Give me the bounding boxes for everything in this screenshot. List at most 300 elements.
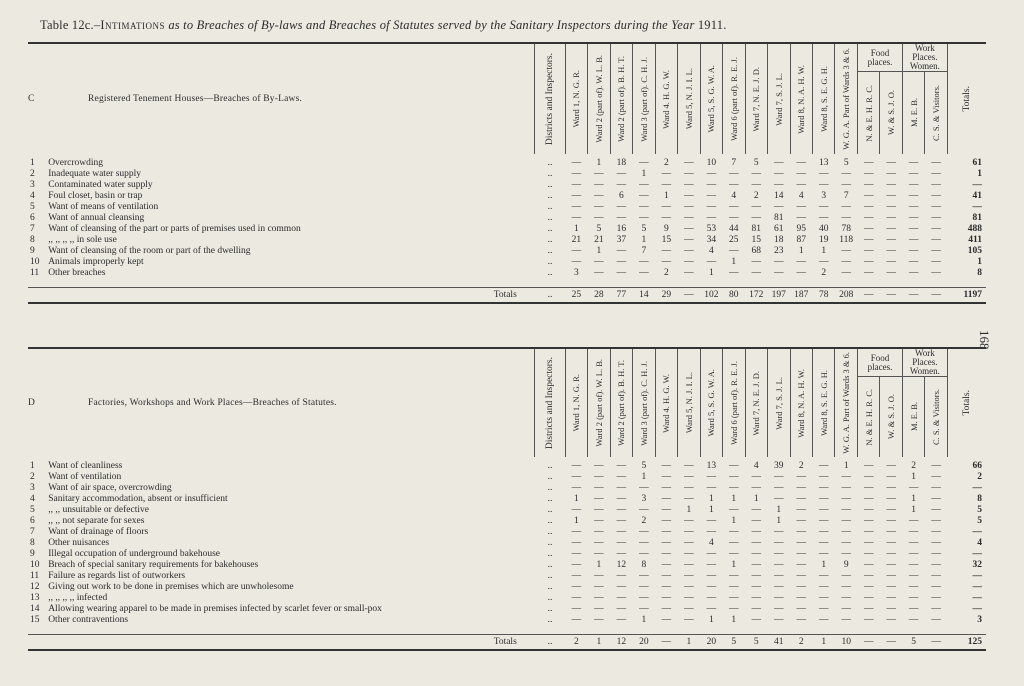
value-cell: — — [886, 169, 896, 179]
value-cell: 39 — [774, 461, 784, 471]
value-cell: — — [931, 538, 941, 548]
value-cell: 14 — [774, 191, 784, 201]
value-cell: — — [774, 158, 784, 168]
row-total: — — [972, 549, 982, 559]
value-cell: — — [841, 615, 851, 625]
value-cell: — — [818, 582, 829, 592]
table-title — [40, 18, 990, 33]
value-cell: — — [684, 191, 694, 201]
value-cell: 1 — [574, 224, 579, 234]
section-heading: Factories, Workshops and Work Places—Breaches of Statutes. — [88, 398, 337, 408]
value-cell: — — [886, 527, 896, 537]
value-cell: — — [639, 483, 649, 493]
value-cell: 3 — [821, 191, 827, 201]
value-cell: — — [886, 461, 896, 471]
ward-header: W. G. A. Part of Wards 3 & 6. — [841, 48, 852, 150]
value-cell: 3 — [641, 494, 647, 504]
row-total: 2 — [977, 472, 982, 482]
value-cell: 7 — [641, 246, 647, 256]
value-cell: 25 — [729, 235, 739, 245]
value-cell: — — [796, 169, 806, 179]
value-cell: 1 — [821, 246, 827, 256]
row-total: — — [972, 604, 982, 614]
value-cell: — — [571, 571, 582, 581]
value-cell: 18 — [774, 235, 784, 245]
value-cell: — — [684, 483, 694, 493]
value-cell: — — [706, 549, 717, 559]
value-cell: — — [931, 582, 941, 592]
ward-header: Ward 7, N. E. J. D. — [751, 370, 762, 436]
value-cell: — — [908, 191, 919, 201]
value-cell: — — [818, 549, 829, 559]
districts-cell: .. — [547, 257, 553, 267]
value-cell: — — [661, 527, 672, 537]
value-cell: — — [774, 582, 784, 592]
value-cell: — — [661, 202, 672, 212]
value-cell: — — [706, 169, 717, 179]
value-cell: — — [661, 549, 672, 559]
value-cell: — — [931, 246, 941, 256]
value-cell: — — [931, 268, 941, 278]
row-label: Want of means of ventilation — [48, 202, 159, 212]
value-cell: — — [818, 461, 829, 471]
row-label: Want of ventilation — [48, 472, 122, 482]
value-cell: — — [774, 615, 784, 625]
row-number: 1 — [30, 461, 35, 471]
value-cell: — — [751, 213, 762, 223]
table-row — [28, 472, 986, 483]
value-cell: — — [661, 483, 672, 493]
value-cell: — — [594, 213, 604, 223]
value-cell: — — [818, 494, 829, 504]
value-cell: — — [931, 483, 941, 493]
value-cell: — — [616, 593, 627, 603]
total-cell: — — [902, 288, 924, 303]
ward-header: W. G. A. Part of Wards 3 & 6. — [841, 352, 852, 454]
ward-header: Ward 3 (part of). C. H. J. — [638, 56, 649, 142]
row-number: 4 — [30, 494, 35, 504]
value-cell: — — [796, 615, 806, 625]
value-cell: — — [908, 257, 919, 267]
row-label: ,, ,, ,, ,, infected — [48, 593, 108, 603]
section-d-table — [28, 347, 986, 651]
value-cell: — — [796, 158, 806, 168]
value-cell: — — [594, 483, 604, 493]
total-cell: 25 — [565, 288, 587, 303]
value-cell: — — [908, 483, 919, 493]
value-cell: — — [706, 527, 717, 537]
value-cell: — — [661, 538, 672, 548]
section-letter: C — [28, 94, 35, 104]
row-number: 10 — [30, 257, 40, 267]
value-cell: 61 — [774, 224, 784, 234]
value-cell: — — [571, 483, 582, 493]
value-cell: — — [818, 505, 829, 515]
value-cell: — — [639, 582, 649, 592]
value-cell: — — [571, 191, 582, 201]
value-cell: — — [863, 224, 874, 234]
value-cell: — — [931, 615, 941, 625]
total-cell: 77 — [610, 288, 632, 303]
value-cell: 1 — [731, 494, 737, 504]
value-cell: — — [594, 268, 604, 278]
value-cell: — — [796, 483, 806, 493]
value-cell: — — [863, 472, 874, 482]
value-cell: 2 — [641, 516, 647, 526]
value-cell: — — [818, 169, 829, 179]
value-cell: 21 — [571, 235, 582, 245]
value-cell: — — [886, 505, 896, 515]
value-cell: 81 — [751, 224, 762, 234]
value-cell: — — [594, 615, 604, 625]
value-cell: — — [639, 202, 649, 212]
value-cell: — — [863, 538, 874, 548]
value-cell: 1 — [798, 246, 804, 256]
row-number: 9 — [30, 549, 35, 559]
value-cell: — — [684, 516, 694, 526]
ward-header: Ward 8, N. A. H. W. — [796, 64, 807, 134]
value-cell: 5 — [753, 158, 759, 168]
value-cell: — — [729, 461, 739, 471]
ward-header: Ward 2 (part of). W. L. B. — [593, 359, 604, 447]
value-cell: — — [931, 158, 941, 168]
row-total: 1 — [977, 257, 982, 267]
total-cell: 5 — [723, 635, 745, 650]
value-cell: — — [751, 257, 762, 267]
value-cell: — — [796, 472, 806, 482]
value-cell: — — [729, 472, 739, 482]
value-cell: — — [908, 527, 919, 537]
value-cell: — — [908, 169, 919, 179]
value-cell: — — [594, 571, 604, 581]
value-cell: — — [886, 593, 896, 603]
districts-cell: .. — [547, 604, 553, 614]
value-cell: — — [616, 246, 627, 256]
ward-header: Ward 1, N. G. R. — [571, 374, 582, 432]
value-cell: — — [841, 483, 851, 493]
totals-row: Totals .. 2 1 12 20 — 1 20 5 5 41 2 1 10 — — 5 — 125 — [28, 635, 986, 650]
value-cell: — — [818, 180, 829, 190]
value-cell: — — [661, 582, 672, 592]
total-cell: 78 — [813, 288, 835, 303]
value-cell: 1 — [708, 615, 714, 625]
row-number: 8 — [30, 235, 35, 245]
table-row — [28, 560, 986, 571]
value-cell: 40 — [818, 224, 829, 234]
value-cell: — — [908, 560, 919, 570]
row-total: 5 — [977, 505, 982, 515]
value-cell: — — [751, 527, 762, 537]
value-cell: — — [616, 472, 627, 482]
ward-header: Ward 4. H. G. W. — [661, 373, 672, 433]
value-cell: 16 — [616, 224, 627, 234]
table-row — [28, 505, 986, 516]
value-cell: — — [639, 549, 649, 559]
value-cell: — — [863, 494, 874, 504]
total-cell: — — [925, 288, 947, 303]
header-row — [28, 349, 986, 377]
value-cell: 1 — [731, 257, 737, 267]
value-cell: — — [594, 549, 604, 559]
value-cell: — — [863, 246, 874, 256]
value-cell: — — [774, 180, 784, 190]
table-row — [28, 615, 986, 626]
value-cell: — — [796, 202, 806, 212]
value-cell: 12 — [616, 560, 627, 570]
value-cell: — — [751, 169, 762, 179]
districts-cell: .. — [547, 483, 553, 493]
value-cell: 1 — [911, 494, 917, 504]
ward-header: Ward 7, S. J. L. — [773, 376, 784, 430]
value-cell: — — [886, 549, 896, 559]
value-cell: — — [886, 538, 896, 548]
row-label: Animals improperly kept — [48, 257, 144, 267]
districts-cell: .. — [547, 213, 553, 223]
value-cell: — — [886, 615, 896, 625]
value-cell: — — [841, 549, 851, 559]
value-cell: — — [729, 180, 739, 190]
value-cell: — — [908, 516, 919, 526]
value-cell: — — [796, 593, 806, 603]
total-cell: 172 — [745, 288, 767, 303]
value-cell: 1 — [708, 494, 714, 504]
value-cell: — — [863, 516, 874, 526]
value-cell: — — [706, 191, 717, 201]
value-cell: — — [571, 593, 582, 603]
value-cell: — — [841, 202, 851, 212]
value-cell: — — [886, 472, 896, 482]
header-row — [28, 44, 986, 72]
value-cell: — — [863, 461, 874, 471]
value-cell: 2 — [663, 268, 669, 278]
row-label: Want of drainage of floors — [48, 527, 149, 537]
value-cell: 1 — [708, 268, 714, 278]
value-cell: 2 — [821, 268, 827, 278]
value-cell: — — [886, 268, 896, 278]
value-cell: 1 — [911, 472, 917, 482]
value-cell: 15 — [661, 235, 672, 245]
value-cell: — — [908, 158, 919, 168]
total-cell: — — [880, 635, 902, 650]
table-row — [28, 582, 986, 593]
districts-cell: .. — [547, 615, 553, 625]
row-total: 66 — [972, 461, 982, 471]
value-cell: — — [751, 472, 762, 482]
value-cell: — — [616, 268, 627, 278]
value-cell: 1 — [911, 505, 917, 515]
value-cell: — — [863, 571, 874, 581]
total-cell: 20 — [700, 635, 722, 650]
value-cell: — — [796, 527, 806, 537]
value-cell: — — [774, 494, 784, 504]
value-cell: — — [886, 202, 896, 212]
value-cell: — — [931, 560, 941, 570]
value-cell: — — [729, 582, 739, 592]
value-cell: — — [729, 527, 739, 537]
value-cell: — — [594, 202, 604, 212]
value-cell: 5 — [596, 224, 602, 234]
value-cell: — — [729, 538, 739, 548]
row-label: ,, ,, ,, ,, in sole use — [48, 235, 117, 245]
value-cell: — — [908, 268, 919, 278]
total-cell: 29 — [655, 288, 677, 303]
value-cell: — — [594, 169, 604, 179]
value-cell: — — [863, 268, 874, 278]
value-cell: 5 — [843, 158, 849, 168]
value-cell: — — [931, 461, 941, 471]
value-cell: — — [594, 494, 604, 504]
value-cell: — — [729, 505, 739, 515]
value-cell: 118 — [839, 235, 854, 245]
row-label: Illegal occupation of underground bakehouse — [48, 549, 221, 559]
table-row — [28, 494, 986, 505]
ward-header: Ward 5, N. J. I. L. — [683, 68, 694, 130]
value-cell: — — [684, 527, 694, 537]
value-cell: — — [863, 604, 874, 614]
row-total: — — [972, 582, 982, 592]
total-cell: — — [880, 288, 902, 303]
row-label: Want of annual cleansing — [48, 213, 145, 223]
value-cell: — — [661, 213, 672, 223]
row-total: 32 — [972, 560, 982, 570]
total-cell: 5 — [745, 635, 767, 650]
value-cell: — — [931, 224, 941, 234]
value-cell: — — [931, 257, 941, 267]
value-cell: — — [684, 461, 694, 471]
value-cell: 1 — [574, 494, 579, 504]
row-label: Giving out work to be done in premises which are unwholesome — [48, 582, 294, 592]
value-cell: — — [908, 549, 919, 559]
value-cell: — — [616, 582, 627, 592]
value-cell: 1 — [686, 505, 692, 515]
ward-header: Ward 5, S. G. W. A. — [706, 65, 717, 133]
total-cell: 12 — [610, 635, 632, 650]
value-cell: — — [886, 158, 896, 168]
value-cell: 1 — [596, 158, 602, 168]
districts-cell: .. — [547, 527, 553, 537]
value-cell: 1 — [663, 191, 669, 201]
value-cell: — — [729, 571, 739, 581]
value-cell: — — [684, 571, 694, 581]
value-cell: — — [684, 158, 694, 168]
value-cell: — — [616, 604, 627, 614]
row-number: 9 — [30, 246, 35, 256]
total-cell: — — [857, 288, 879, 303]
value-cell: — — [818, 472, 829, 482]
value-cell: — — [931, 604, 941, 614]
value-cell: — — [616, 538, 627, 548]
row-number: 2 — [30, 472, 35, 482]
value-cell: 1 — [641, 169, 647, 179]
value-cell: — — [931, 549, 941, 559]
value-cell: — — [684, 593, 694, 603]
total-cell: 187 — [790, 288, 812, 303]
table-row — [28, 571, 986, 582]
work-col-header: C. S. & Visitors. — [931, 84, 942, 141]
value-cell: — — [661, 257, 672, 267]
table-row — [28, 538, 986, 549]
value-cell: — — [706, 483, 717, 493]
value-cell: — — [594, 604, 604, 614]
row-number: 6 — [30, 516, 35, 526]
value-cell: — — [818, 257, 829, 267]
value-cell: 1 — [776, 505, 782, 515]
value-cell: — — [841, 268, 851, 278]
value-cell: — — [729, 268, 739, 278]
value-cell: — — [751, 483, 762, 493]
value-cell: — — [931, 494, 941, 504]
table-row — [28, 257, 986, 268]
value-cell: — — [886, 494, 896, 504]
value-cell: — — [931, 180, 941, 190]
value-cell: — — [729, 202, 739, 212]
districts-cell: .. — [547, 582, 553, 592]
row-total: — — [972, 527, 982, 537]
value-cell: — — [684, 213, 694, 223]
value-cell: — — [931, 235, 941, 245]
value-cell: 4 — [708, 538, 714, 548]
value-cell: 95 — [796, 224, 806, 234]
value-cell: — — [751, 505, 762, 515]
value-cell: — — [571, 560, 582, 570]
value-cell: — — [729, 483, 739, 493]
value-cell: — — [661, 505, 672, 515]
value-cell: — — [863, 505, 874, 515]
section_d-grid — [28, 349, 986, 649]
value-cell: — — [706, 472, 717, 482]
value-cell: — — [639, 593, 649, 603]
value-cell: — — [774, 604, 784, 614]
districts-cell: .. — [547, 516, 553, 526]
table-row — [28, 516, 986, 527]
value-cell: 21 — [594, 235, 604, 245]
row-number: 6 — [30, 213, 35, 223]
value-cell: 2 — [911, 461, 917, 471]
total-cell: — — [857, 635, 879, 650]
districts-cell: .. — [547, 472, 553, 482]
value-cell: — — [684, 235, 694, 245]
totals-row: Totals .. 25 28 77 14 29 — 102 80 172 197 187 78 208 — — — — 1197 — [28, 288, 986, 303]
table-row — [28, 527, 986, 538]
value-cell: 7 — [843, 191, 849, 201]
value-cell: — — [886, 180, 896, 190]
value-cell: — — [706, 571, 717, 581]
table-row — [28, 483, 986, 494]
total-cell: 102 — [700, 288, 722, 303]
value-cell: — — [729, 549, 739, 559]
page-number: 168 — [977, 330, 992, 350]
value-cell: — — [886, 224, 896, 234]
value-cell: — — [751, 615, 762, 625]
row-label: Want of air space, overcrowding — [48, 483, 172, 493]
value-cell: — — [931, 516, 941, 526]
value-cell: — — [571, 582, 582, 592]
value-cell: — — [796, 560, 806, 570]
ward-header: Ward 2 (part of). B. H. T. — [616, 56, 627, 142]
value-cell: — — [818, 516, 829, 526]
value-cell: — — [863, 158, 874, 168]
value-cell: — — [706, 604, 717, 614]
row-number: 15 — [30, 615, 40, 625]
value-cell: — — [616, 180, 627, 190]
value-cell: 1 — [753, 494, 759, 504]
districts-cell: .. — [547, 191, 553, 201]
value-cell: — — [639, 180, 649, 190]
value-cell: — — [841, 516, 851, 526]
value-cell: — — [908, 582, 919, 592]
row-number: 1 — [30, 158, 35, 168]
value-cell: — — [841, 593, 851, 603]
